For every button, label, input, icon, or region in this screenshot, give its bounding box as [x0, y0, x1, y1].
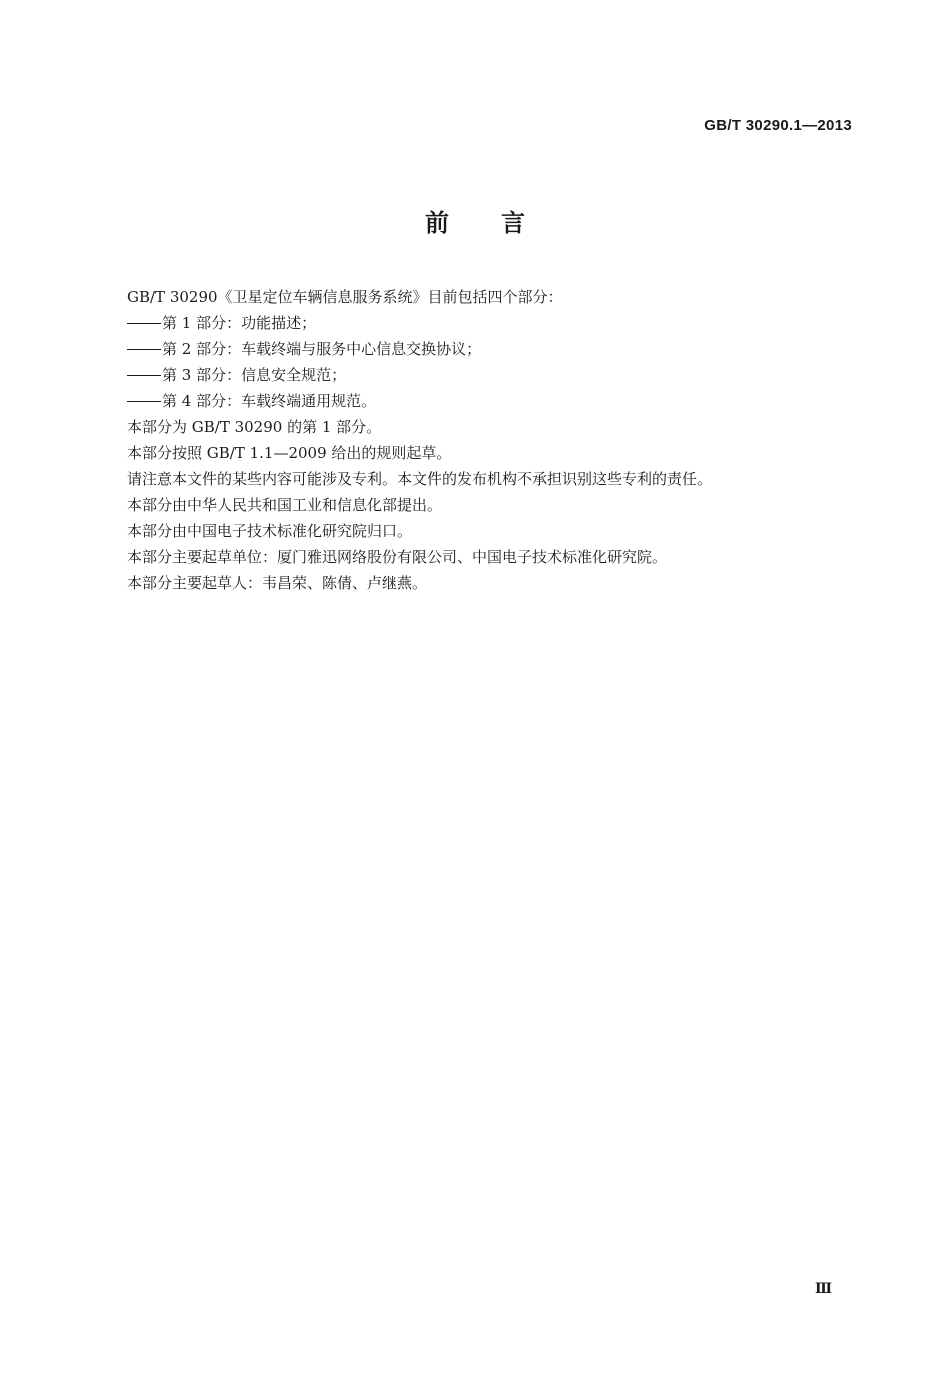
- list-item-part-2: [127, 336, 827, 362]
- paragraph-drafters: [127, 570, 827, 596]
- em-dash-marker: [127, 375, 161, 376]
- paragraph-drafting-units: [127, 544, 827, 570]
- paragraph-text: 第 2 部分：车载终端与服务中心信息交换协议；: [162, 340, 482, 358]
- paragraph-text: GB/T 30290《卫星定位车辆信息服务系统》目前包括四个部分：: [127, 288, 563, 306]
- paragraph-proposer: [127, 492, 827, 518]
- paragraph-part-statement: [127, 414, 827, 440]
- paragraph-text: 第 3 部分：信息安全规范；: [162, 366, 347, 384]
- em-dash-marker: [127, 323, 161, 324]
- paragraph-text: 第 1 部分：功能描述；: [162, 314, 317, 332]
- paragraph-text: 第 4 部分：车载终端通用规范。: [162, 392, 377, 410]
- standard-number: GB/T 30290.1—2013: [704, 117, 852, 134]
- em-dash-marker: [127, 401, 161, 402]
- list-item-part-1: [127, 310, 827, 336]
- paragraph-text: 本部分按照 GB/T 1.1—2009 给出的规则起草。: [127, 444, 452, 462]
- paragraph-text: 本部分主要起草单位：厦门雅迅网络股份有限公司、中国电子技术标准化研究院。: [127, 548, 668, 566]
- document-body: [127, 284, 827, 596]
- em-dash-marker: [127, 349, 161, 350]
- page-title: 前言: [425, 209, 577, 237]
- page-number: Ⅲ: [814, 1281, 832, 1297]
- paragraph-text: 本部分由中华人民共和国工业和信息化部提出。: [127, 496, 443, 514]
- list-item-part-3: [127, 362, 827, 388]
- list-item-part-4: [127, 388, 827, 414]
- paragraph-text: 本部分为 GB/T 30290 的第 1 部分。: [127, 418, 382, 436]
- paragraph-intro: [127, 284, 827, 310]
- paragraph-patent-notice: [127, 466, 827, 492]
- paragraph-text: 请注意本文件的某些内容可能涉及专利。本文件的发布机构不承担识别这些专利的责任。: [127, 470, 713, 488]
- paragraph-text: 本部分主要起草人：韦昌荣、陈倩、卢继燕。: [127, 574, 428, 592]
- paragraph-drafting-rules: [127, 440, 827, 466]
- paragraph-centralized: [127, 518, 827, 544]
- paragraph-text: 本部分由中国电子技术标准化研究院归口。: [127, 522, 413, 540]
